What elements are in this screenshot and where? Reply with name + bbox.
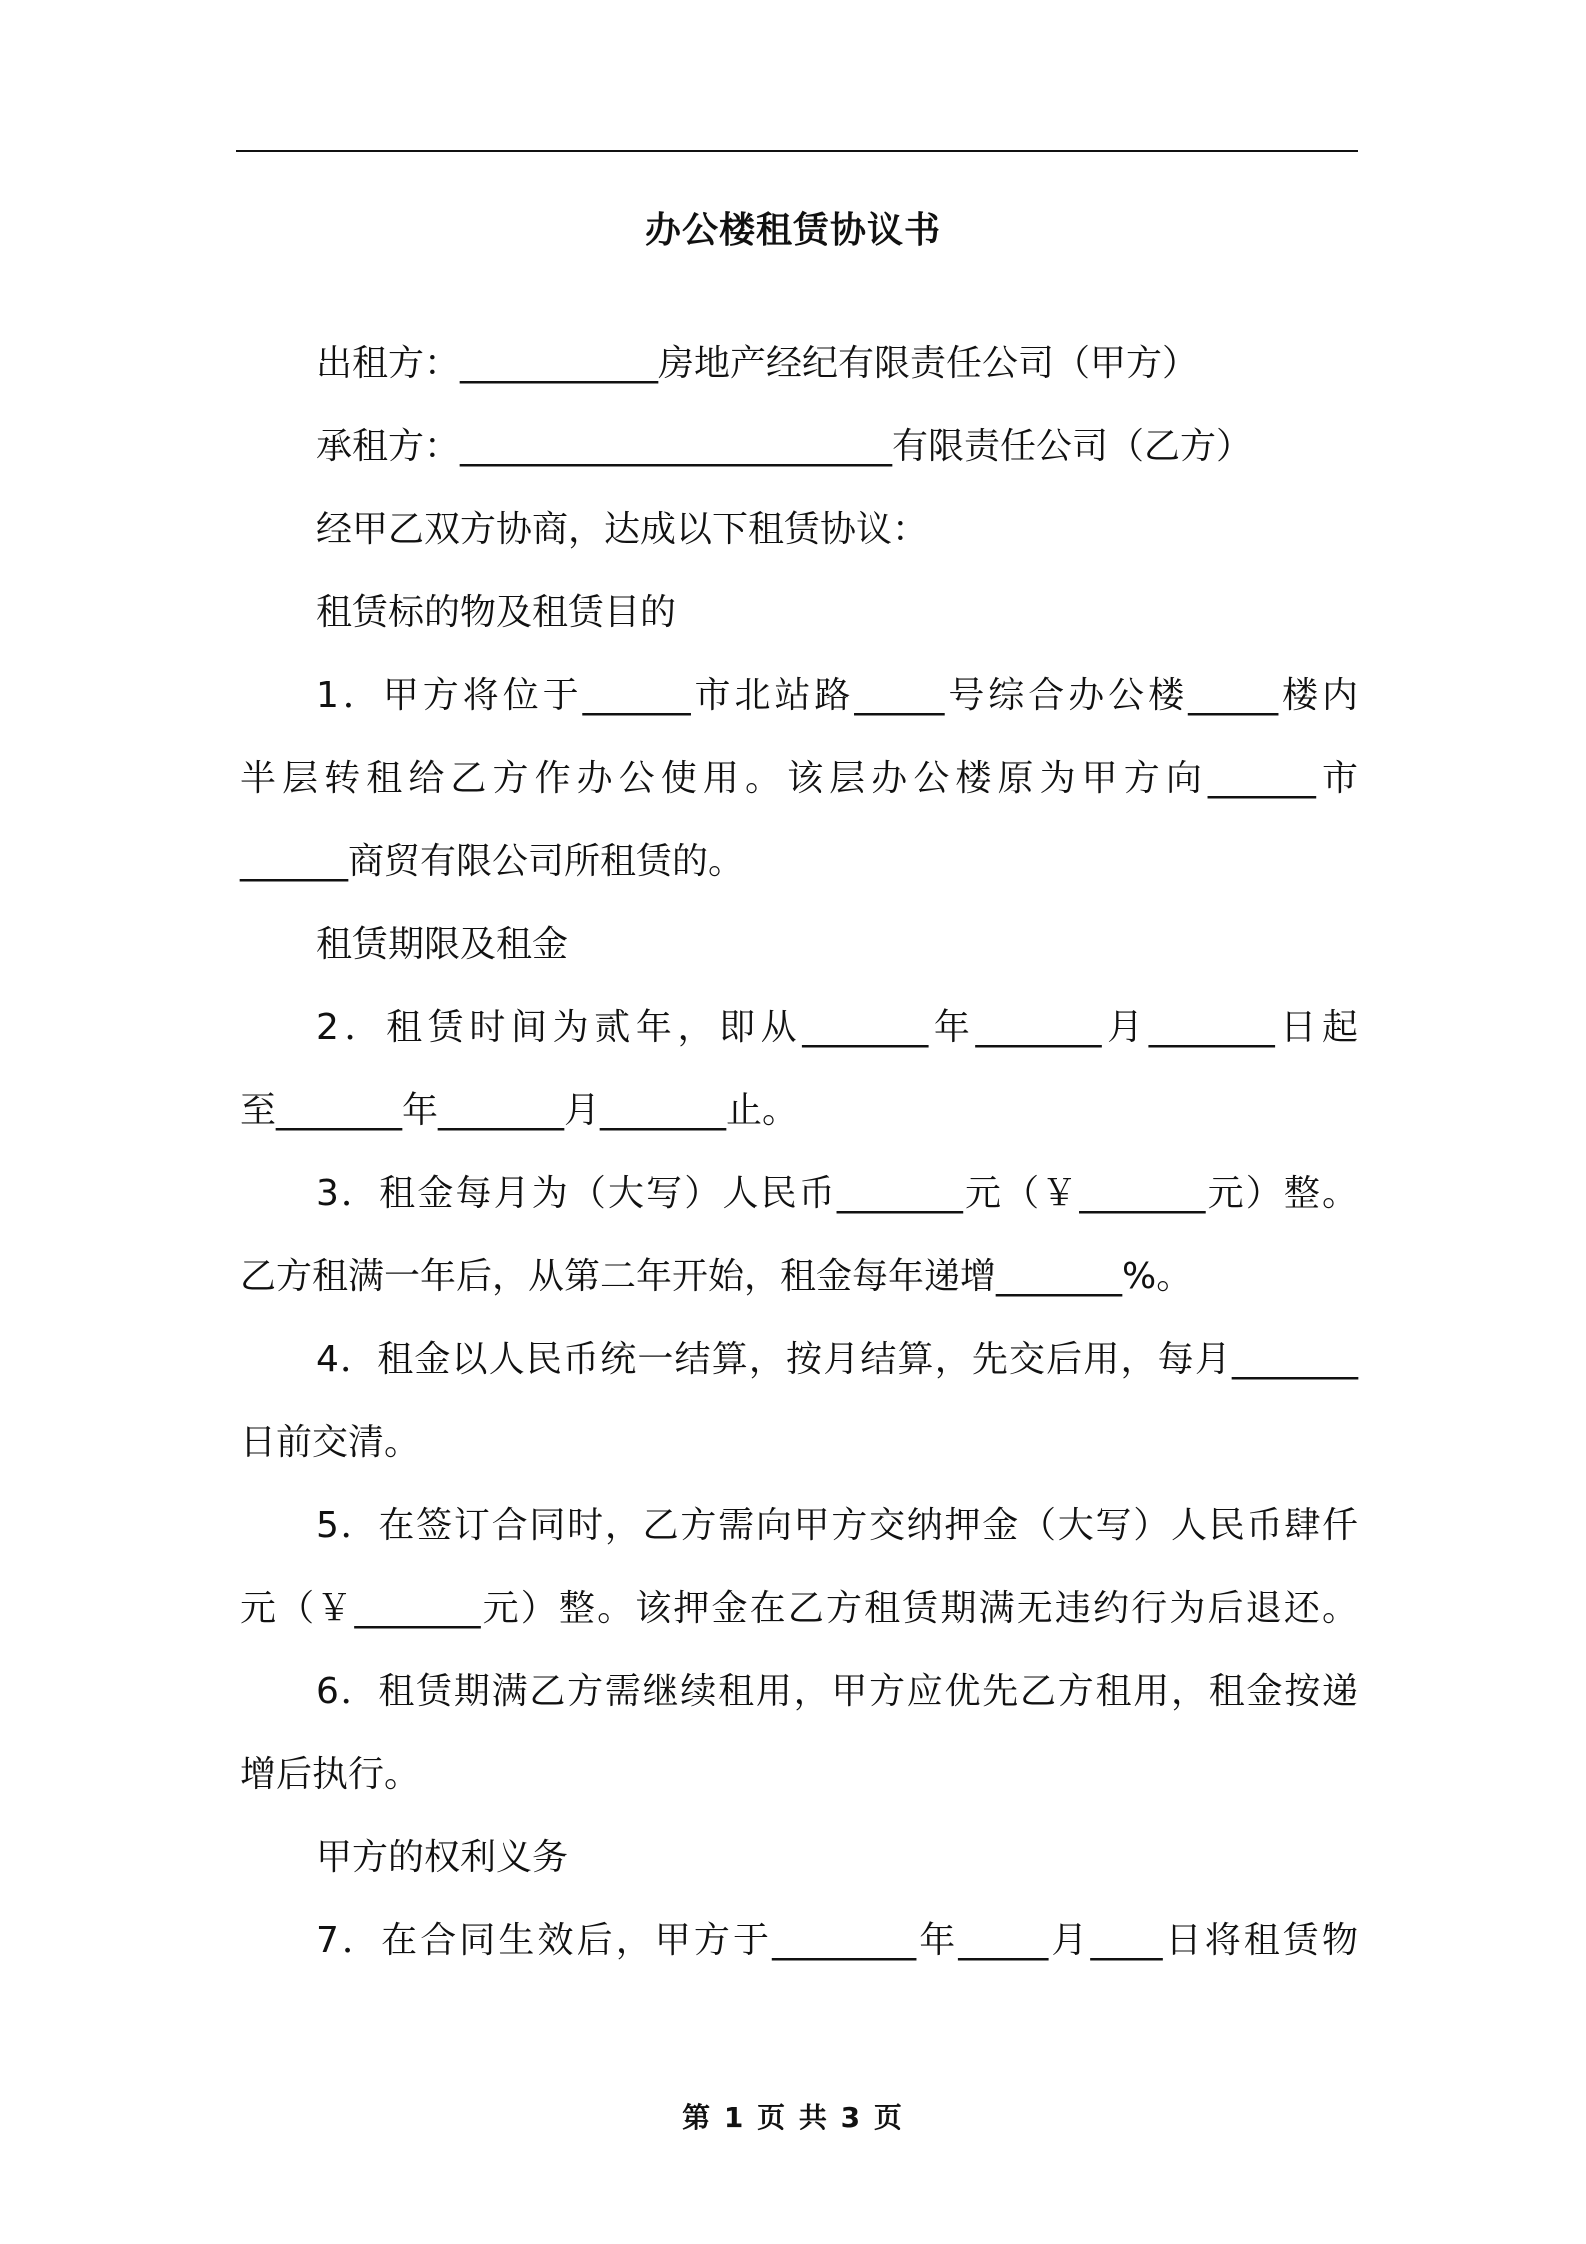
document-line: 至_______年_______月_______止。 [240, 1090, 798, 1131]
document-body [240, 322, 1358, 1982]
document-line: 4．租金以人民币统一结算，按月结算，先交后用，每月_______ [316, 1339, 1358, 1380]
header-rule [236, 150, 1358, 152]
document-title: 办公楼租赁协议书 [644, 210, 941, 251]
document-line: 租赁标的物及租赁目的 [316, 592, 677, 633]
document-line: 租赁期限及租金 [316, 924, 569, 965]
document-line: 半层转租给乙方作办公使用。该层办公楼原为甲方向______市 [240, 758, 1358, 799]
document-line: 2．租赁时间为贰年，即从_______年_______月_______日起 [316, 1007, 1358, 1048]
document-line: 1．甲方将位于______市北站路_____号综合办公楼_____楼内 [316, 675, 1358, 716]
document-line: 乙方租满一年后，从第二年开始，租金每年递增_______%。 [240, 1256, 1193, 1297]
document-line: 甲方的权利义务 [316, 1837, 569, 1878]
document-line: 增后执行。 [240, 1754, 421, 1795]
document-line: 6．租赁期满乙方需继续租用，甲方应优先乙方租用，租金按递 [316, 1671, 1358, 1712]
document-line: ______商贸有限公司所租赁的。 [240, 841, 745, 882]
document-line: 经甲乙双方协商，达成以下租赁协议： [316, 509, 929, 550]
document-line: 承租方：________________________有限责任公司（乙方） [316, 426, 1253, 467]
document-line: 出租方：___________房地产经纪有限责任公司（甲方） [316, 343, 1199, 384]
page-number-footer: 第 1 页 共 3 页 [682, 2101, 904, 2134]
document-line: 5．在签订合同时，乙方需向甲方交纳押金（大写）人民币肆仟 [316, 1505, 1358, 1546]
document-line: 3．租金每月为（大写）人民币_______元（￥_______元）整。 [316, 1173, 1358, 1214]
document-line: 元（￥_______元）整。该押金在乙方租赁期满无违约行为后退还。 [240, 1588, 1358, 1629]
document-line: 日前交清。 [240, 1422, 421, 1463]
document-line: 7．在合同生效后，甲方于________年_____月____日将租赁物 [316, 1920, 1358, 1961]
